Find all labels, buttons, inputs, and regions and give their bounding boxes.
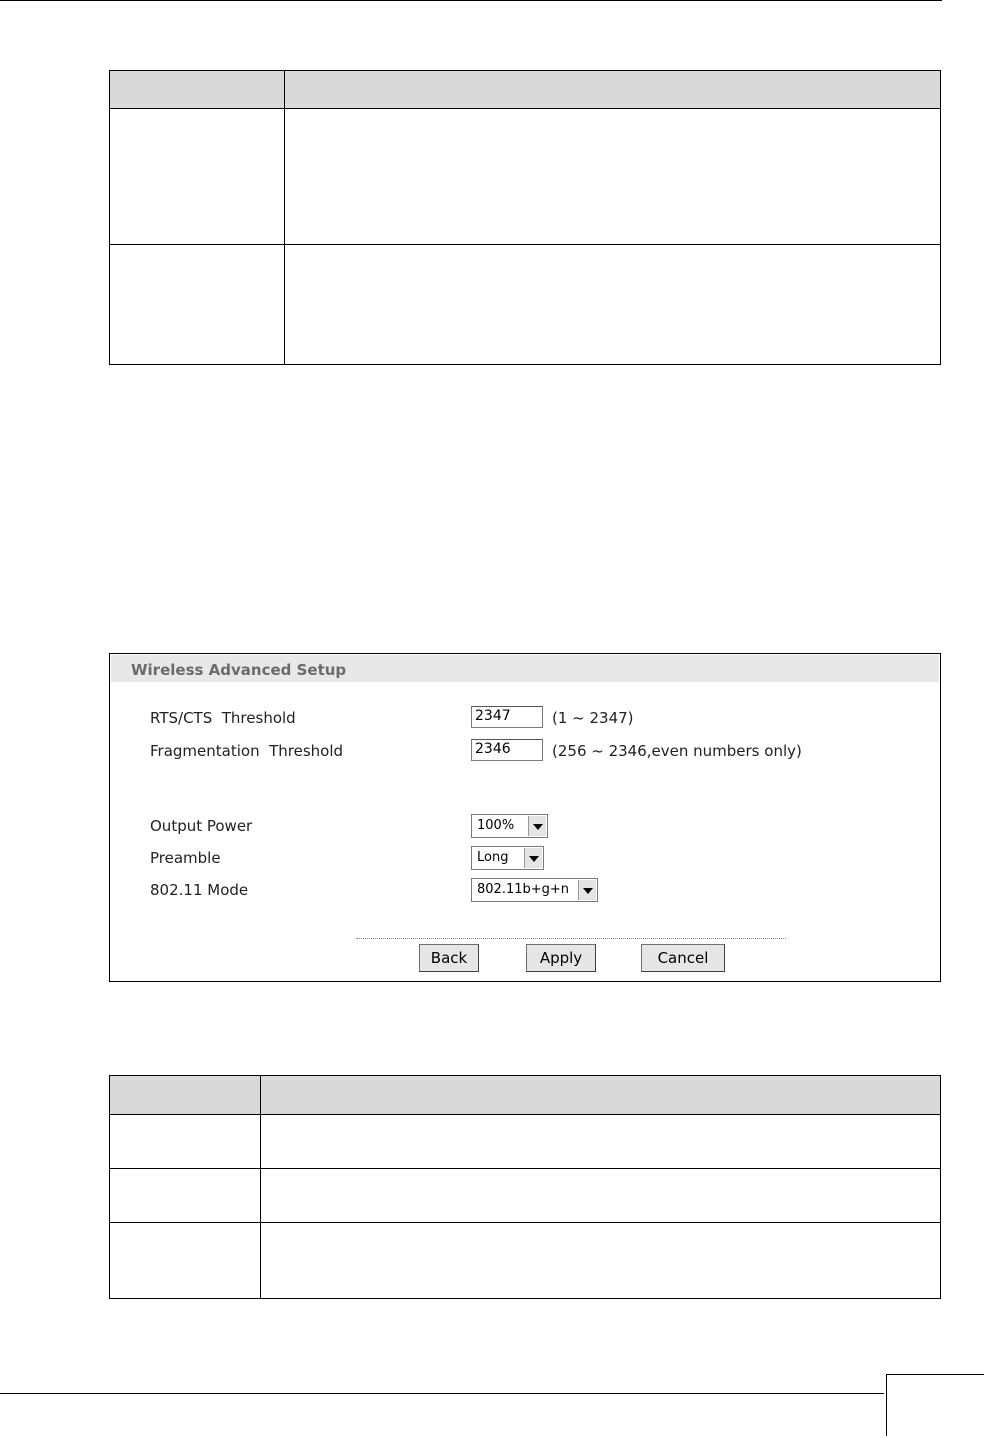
802-11-mode-label: 802.11 Mode — [150, 881, 249, 899]
fragmentation-threshold-label: Fragmentation Threshold — [150, 742, 344, 760]
rts-cts-threshold-hint: (1 ~ 2347) — [552, 709, 634, 727]
802-11-mode-value: 802.11b+g+n — [477, 882, 570, 897]
header-rule — [0, 0, 942, 1]
table-cell — [110, 1169, 261, 1223]
table-cell — [110, 1115, 261, 1169]
header-cell — [285, 71, 941, 109]
table-cell — [261, 1115, 941, 1169]
table-row — [110, 245, 941, 365]
preamble-value: Long — [477, 850, 509, 865]
802-11-mode-select[interactable] — [471, 878, 598, 902]
preamble-label: Preamble — [150, 849, 221, 867]
upper-table — [109, 70, 941, 365]
header-cell — [110, 1076, 261, 1115]
panel-title: Wireless Advanced Setup — [131, 661, 347, 679]
table-cell — [110, 245, 285, 365]
table-cell — [285, 245, 941, 365]
panel-title-bar — [111, 655, 939, 682]
chevron-down-icon[interactable] — [524, 848, 542, 868]
rts-cts-threshold-label: RTS/CTS Threshold — [150, 709, 296, 727]
chevron-down-icon[interactable] — [578, 880, 596, 900]
header-cell — [110, 71, 285, 109]
upper-table-header-row — [110, 71, 941, 109]
wireless-advanced-setup-screenshot — [109, 653, 941, 982]
table-cell — [285, 109, 941, 245]
output-power-value: 100% — [477, 818, 515, 833]
apply-button[interactable]: Apply — [526, 944, 596, 972]
output-power-select[interactable] — [471, 814, 548, 838]
fragmentation-threshold-input[interactable]: 2346 — [471, 739, 543, 761]
chevron-down-icon[interactable] — [528, 816, 546, 836]
back-button[interactable]: Back — [419, 944, 479, 972]
output-power-label: Output Power — [150, 817, 253, 835]
lower-table — [109, 1075, 941, 1299]
button-divider — [356, 938, 786, 939]
table-row — [110, 1115, 941, 1169]
fragmentation-threshold-hint: (256 ~ 2346,even numbers only) — [552, 742, 802, 760]
preamble-select[interactable] — [471, 846, 544, 870]
rts-cts-threshold-input[interactable]: 2347 — [471, 706, 543, 728]
lower-table-header-row — [110, 1076, 941, 1115]
footer-rule — [0, 1393, 884, 1394]
table-cell — [261, 1223, 941, 1299]
cancel-button[interactable]: Cancel — [641, 944, 725, 972]
table-row — [110, 1223, 941, 1299]
table-row — [110, 1169, 941, 1223]
page-number-box — [886, 1374, 984, 1436]
table-cell — [110, 109, 285, 245]
table-cell — [110, 1223, 261, 1299]
header-cell — [261, 1076, 941, 1115]
table-cell — [261, 1169, 941, 1223]
table-row — [110, 109, 941, 245]
